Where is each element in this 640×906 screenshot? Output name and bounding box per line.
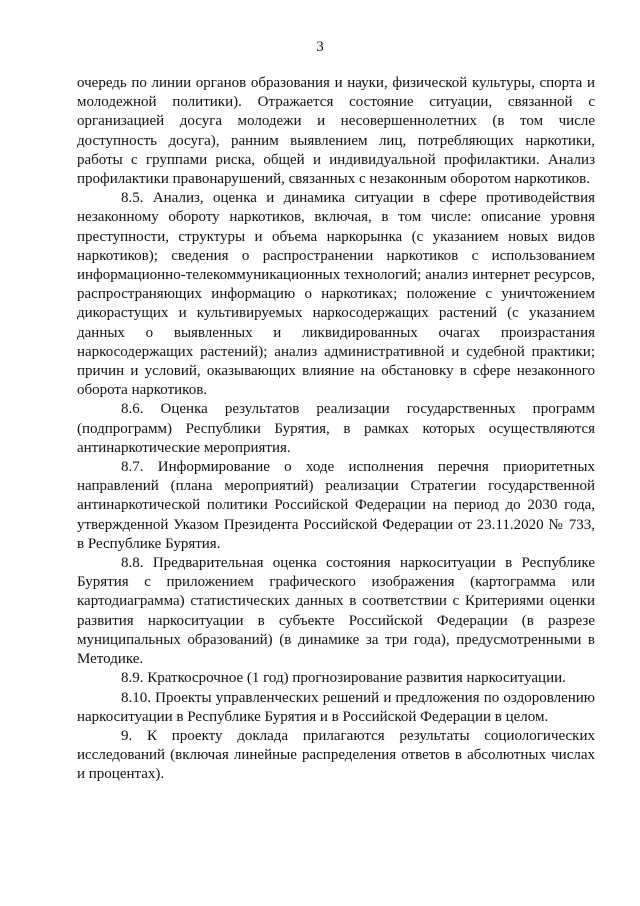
paragraph-8-5: 8.5. Анализ, оценка и динамика ситуации в сфере противодействия незаконному обороту наркотиков, включая, в том числе: описание уровня преступности, структуры и объема наркорынка (с указанием новых видов наркотиков); сведения о распространении наркотиков с использованием информационно-телекоммуникационных технологий; анализ интернет ресурсов, распространяющих информацию о наркотиках; положение с уничтожением дикорастущих и культивируемых наркосодержащих растений (с указанием данных о выявленных и ликвидированных очагах произрастания наркосодержащих растений); анализ административной и судебной практики; причин и условий, оказывающих влияние на обстановку в сфере незаконного оборота наркотиков. — [77, 190, 595, 399]
document-body — [77, 74, 595, 785]
paragraph-continuation: очередь по линии органов образования и науки, физической культуры, спорта и молодежной политики). Отражается состояние ситуации, связанной с организацией досуга молодежи и несовершеннолетних (в том числе доступность досуга), ранним выявлением лиц, потребляющих наркотики, работы с группами риска, общей и индивидуальной профилактики. Анализ профилактики правонарушений, связанных с незаконным оборотом наркотиков. — [77, 75, 595, 188]
paragraph-8-7: 8.7. Информирование о ходе исполнения перечня приоритетных направлений (плана мероприятий) реализации Стратегии государственной антинаркотической политики Российской Федерации на период до 2030 года, утвержденной Указом Президента Российской Федерации от 23.11.2020 № 733, в Республике Бурятия. — [77, 459, 595, 552]
paragraph-8-9: 8.9. Краткосрочное (1 год) прогнозирование развития наркоситуации. — [121, 670, 566, 687]
paragraph-9: 9. К проекту доклада прилагаются результаты социологических исследований (включая линейные распределения ответов в абсолютных числах и процентах). — [77, 727, 595, 783]
page-number: 3 — [316, 39, 324, 55]
paragraph-8-8: 8.8. Предварительная оценка состояния наркоситуации в Республике Бурятия с приложением графического изображения (картограмма или картодиаграмма) статистических данных в соответствии с Критериями оценки развития наркоситуации в субъекте Российской Федерации (в разрезе муниципальных образований) (в динамике за три года), предусмотренными в Методике. — [77, 555, 595, 668]
paragraph-8-6: 8.6. Оценка результатов реализации государственных программ (подпрограмм) Республики Бурятия, в рамках которых осуществляются антинаркотические мероприятия. — [77, 401, 595, 456]
paragraph-8-10: 8.10. Проекты управленческих решений и предложения по оздоровлению наркоситуации в Республике Бурятия и в Российской Федерации в целом. — [77, 689, 595, 725]
